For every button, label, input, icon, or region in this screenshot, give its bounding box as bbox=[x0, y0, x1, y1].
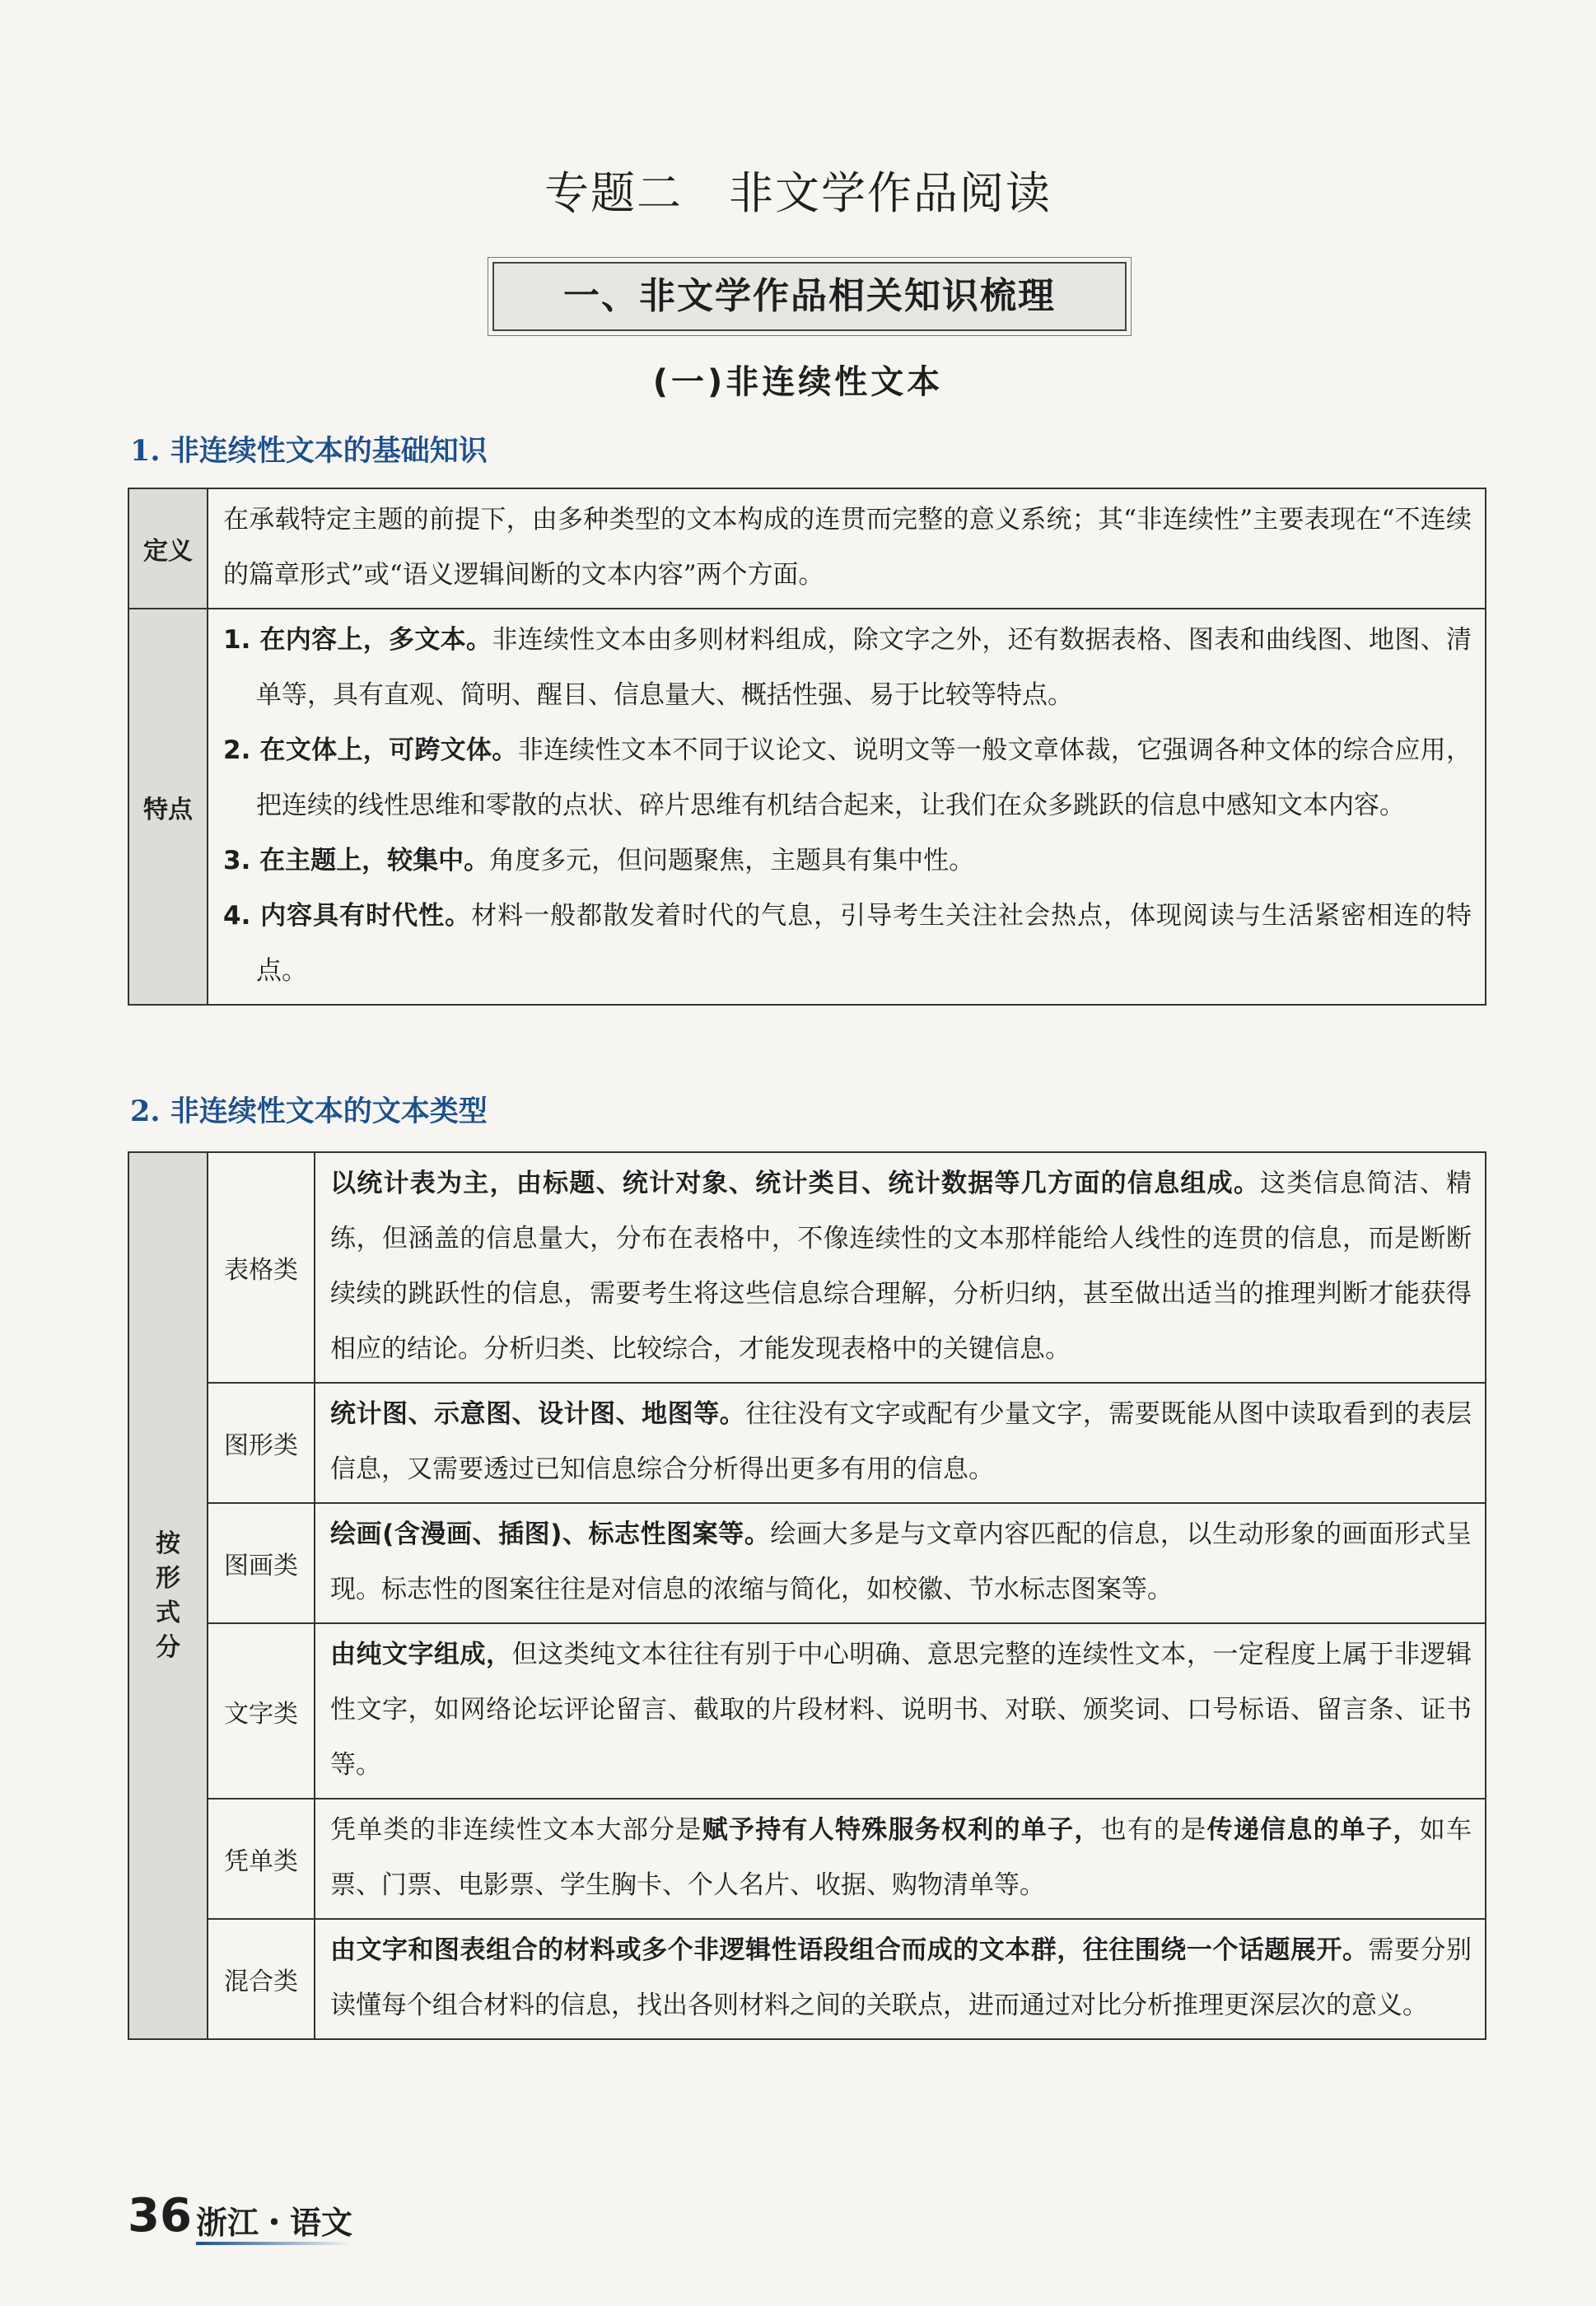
table-row bbox=[128, 1152, 1486, 1383]
type-label: 表格类 bbox=[208, 1152, 315, 1383]
type-text: 也有的是 bbox=[1100, 1815, 1207, 1845]
type-key-phrase: 由文字和图表组合的材料或多个非逻辑性语段组合而成的文本群，往往围绕一个话题展开。 bbox=[330, 1935, 1369, 1965]
list-item bbox=[223, 723, 1472, 833]
definition-text: 在承载特定主题的前提下，由多种类型的文本构成的连贯而完整的意义系统；其“非连续性”主要表现在“不连续的篇章形式”或“语义逻辑间断的文本内容”两个方面。 bbox=[208, 488, 1486, 609]
type-text: 需要分别读懂每个组合材料的信息，找出各则材料之间的关联点，进而通过对比分析推理更深层次的意义。 bbox=[330, 1935, 1472, 2020]
text-types-table bbox=[128, 1151, 1486, 2040]
page-title: 专题二 非文学作品阅读 bbox=[544, 167, 1052, 219]
type-description bbox=[315, 1152, 1486, 1383]
table-row bbox=[128, 1919, 1486, 2039]
type-description bbox=[315, 1623, 1486, 1799]
heading-number: 1. bbox=[130, 434, 161, 468]
feature-title: 2. 在文体上，可跨文体。 bbox=[223, 735, 518, 765]
table-row bbox=[128, 609, 1486, 1005]
features-cell bbox=[208, 609, 1486, 1005]
type-description bbox=[315, 1799, 1486, 1919]
type-description bbox=[315, 1503, 1486, 1623]
type-description bbox=[315, 1383, 1486, 1503]
type-text: 这类信息简洁、精练，但涵盖的信息量大，分布在表格中，不像连续性的文本那样能给人线性的连贯的信息，而是断断续续的跳跃性的信息，需要考生将这些信息综合理解，分析归纳，甚至做出适当的推理判断才能获得相应的结论。分析归类、比较综合，才能发现表格中的关键信息。 bbox=[330, 1169, 1472, 1364]
feature-text: 非连续性文本由多则材料组成，除文字之外，还有数据表格、图表和曲线图、地图、清单等，具有直观、简明、醒目、信息量大、概括性强、易于比较等特点。 bbox=[256, 625, 1472, 710]
type-key-phrase: 由纯文字组成， bbox=[330, 1640, 512, 1669]
features-label: 特点 bbox=[128, 609, 208, 1005]
type-label: 图画类 bbox=[208, 1503, 315, 1623]
footer-text: 浙江・语文 bbox=[196, 2205, 353, 2241]
feature-title: 3. 在主题上，较集中。 bbox=[223, 846, 490, 875]
type-text: 凭单类的非连续性文本大部分是 bbox=[330, 1815, 702, 1845]
feature-text: 材料一般都散发着时代的气息，引导考生关注社会热点，体现阅读与生活紧密相连的特点。 bbox=[256, 901, 1472, 986]
type-text: 但这类纯文本往往有别于中心明确、意思完整的连续性文本，一定程度上属于非逻辑性文字，如网络论坛评论留言、截取的片段材料、说明书、对联、颁奖词、口号标语、留言条、证书等。 bbox=[330, 1640, 1472, 1780]
list-item bbox=[223, 833, 1472, 889]
table-row bbox=[128, 1799, 1486, 1919]
basic-knowledge-table bbox=[128, 488, 1486, 1006]
table-row bbox=[128, 1383, 1486, 1503]
heading-basic-knowledge bbox=[130, 428, 488, 469]
type-key-phrase: 传递信息的单子， bbox=[1206, 1815, 1420, 1845]
heading-number: 2. bbox=[130, 1095, 161, 1128]
type-key-phrase: 统计图、示意图、设计图、地图等。 bbox=[330, 1399, 746, 1429]
type-label: 混合类 bbox=[208, 1919, 315, 2039]
footer-underline bbox=[196, 2242, 352, 2245]
type-label: 图形类 bbox=[208, 1383, 315, 1503]
list-item bbox=[223, 613, 1472, 723]
table-row bbox=[128, 1623, 1486, 1799]
group-label: 按形式分 bbox=[156, 1529, 180, 1662]
heading-text-types bbox=[130, 1089, 488, 1130]
type-key-phrase: 以统计表为主，由标题、统计对象、统计类目、统计数据等几方面的信息组成。 bbox=[330, 1169, 1261, 1198]
type-text: 绘画大多是与文章内容匹配的信息，以生动形象的画面形式呈现。标志性的图案往往是对信息的浓缩与简化，如校徽、节水标志图案等。 bbox=[330, 1519, 1472, 1604]
group-label-cell bbox=[128, 1152, 208, 2039]
type-text: 如车票、门票、电影票、学生胸卡、个人名片、收据、购物清单等。 bbox=[330, 1815, 1472, 1900]
list-item bbox=[223, 889, 1472, 999]
type-label: 凭单类 bbox=[208, 1799, 315, 1919]
feature-text: 角度多元，但问题聚焦，主题具有集中性。 bbox=[489, 846, 975, 875]
type-description bbox=[315, 1919, 1486, 2039]
feature-title: 1. 在内容上，多文本。 bbox=[223, 625, 492, 655]
table-row bbox=[128, 1503, 1486, 1623]
type-key-phrase: 绘画(含漫画、插图)、标志性图案等。 bbox=[330, 1519, 771, 1549]
table-row bbox=[128, 488, 1486, 609]
type-key-phrase: 赋予持有人特殊服务权利的单子， bbox=[702, 1815, 1101, 1845]
page-number: 36 bbox=[128, 2189, 192, 2243]
section-title: 一、非文学作品相关知识梳理 bbox=[492, 262, 1127, 331]
subsection-title: (一)非连续性文本 bbox=[652, 363, 944, 401]
type-label: 文字类 bbox=[208, 1623, 315, 1799]
feature-text: 非连续性文本不同于议论文、说明文等一般文章体裁，它强调各种文体的综合应用，把连续的线性思维和零散的点状、碎片思维有机结合起来，让我们在众多跳跃的信息中感知文本内容。 bbox=[256, 735, 1472, 820]
definition-label: 定义 bbox=[128, 488, 208, 609]
heading-text: 非连续性文本的基础知识 bbox=[170, 435, 488, 468]
heading-text: 非连续性文本的文本类型 bbox=[170, 1095, 488, 1128]
feature-title: 4. 内容具有时代性。 bbox=[223, 901, 472, 931]
type-text: 往往没有文字或配有少量文字，需要既能从图中读取看到的表层信息，又需要透过已知信息综合分析得出更多有用的信息。 bbox=[330, 1399, 1472, 1484]
